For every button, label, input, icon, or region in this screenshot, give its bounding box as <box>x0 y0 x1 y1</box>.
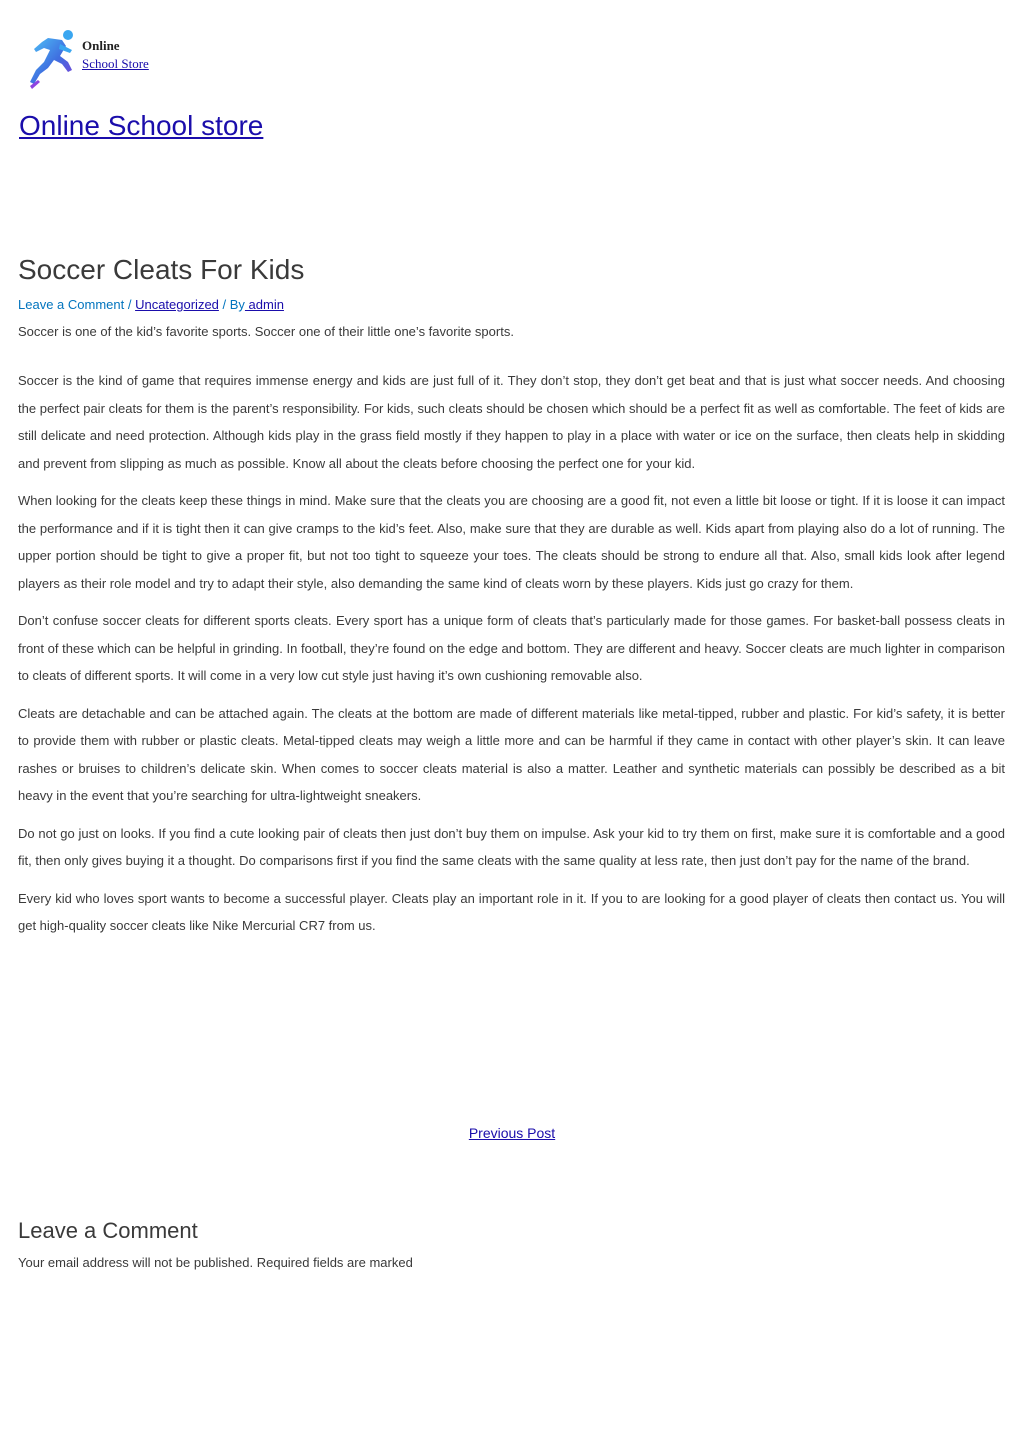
post-navigation <box>0 1124 1024 1142</box>
category-link[interactable]: Uncategorized <box>135 297 219 312</box>
post-paragraph: Soccer is the kind of game that requires immense energy and kids are just full of it. They don’t stop, they don’t get beat and that is just what soccer needs. And choosing the perfect pair cleats for them is the parent’s responsibility. For kids, such cleats should be chosen which should be a perfect fit as well as comfortable. The feet of kids are still delicate and need protection. Although kids play in the grass field mostly if they happen to play in a place with water or ice on the surface, then cleats help in skidding and prevent from slipping as much as possible. Know all about the cleats before choosing the perfect one for your kid. <box>18 373 1005 471</box>
post-paragraph: Do not go just on looks. If you find a cute looking pair of cleats then just don’t buy them on impulse. Ask your kid to try them on first, make sure it is comfortable and a good fit, then only gives buying it a thought. Do comparisons first if you find the same cleats with the same quality at less rate, then just don’t pay for the name of the brand. <box>18 825 1005 868</box>
post-body <box>18 367 1005 950</box>
post-intro: Soccer is one of the kid’s favorite sports. Soccer one of their little one’s favorite sports. <box>18 324 514 339</box>
site-title-link[interactable]: Online School store <box>19 110 264 141</box>
author-link[interactable]: admin <box>244 297 284 312</box>
running-person-icon <box>26 28 78 90</box>
leave-comment-link[interactable]: Leave a Comment <box>18 297 125 312</box>
logo-line-online: Online <box>82 38 120 53</box>
site-logo[interactable] <box>26 28 226 92</box>
meta-separator: / <box>124 297 136 312</box>
previous-post-link[interactable]: Previous Post <box>468 1125 556 1141</box>
logo-text <box>82 37 149 73</box>
comment-section-title: Leave a Comment <box>18 1218 198 1243</box>
post-paragraph: When looking for the cleats keep these things in mind. Make sure that the cleats you are choosing are a good fit, not even a little bit loose or tight. If it is loose it can impact the performance and if it is tight then it can give cramps to the kid’s feet. Also, make sure that they are durable as well. Kids apart from playing also do a lot of running. The upper portion should be tight to give a proper fit, but not too tight to squeeze your toes. The cleats should be strong to endure all that. Also, small kids look after legend players as their role model and try to adapt their style, also demanding the same kind of cleats worn by these players. Kids just go crazy for them. <box>18 493 1005 591</box>
post-meta <box>18 296 284 314</box>
logo-line-school-store[interactable]: School Store <box>82 56 149 71</box>
post-paragraph: Don’t confuse soccer cleats for different sports cleats. Every sport has a unique form of cleats that’s particularly made for those games. For basket-ball possess cleats in front of these which can be helpful in grinding. In football, they’re found on the edge and bottom. They are different and heavy. Soccer cleats are much lighter in comparison to cleats of different sports. It will come in a very low cut style just having it’s own cushioning removable also. <box>18 613 1005 683</box>
meta-by-label: / By <box>218 297 245 312</box>
post-paragraph: Cleats are detachable and can be attached again. The cleats at the bottom are made of different materials like metal-tipped, rubber and plastic. For kid’s safety, it is better to provide them with rubber or plastic cleats. Metal-tipped cleats may weigh a little more and can be harmful if they came in contact with other player’s skin. It can leave rashes or bruises to children’s delicate skin. When comes to soccer cleats material is also a matter. Leather and synthetic materials can possibly be described as a bit heavy in the event that you’re searching for ultra-lightweight sneakers. <box>18 705 1005 803</box>
comment-notes: Your email address will not be published. Required fields are marked <box>18 1255 413 1270</box>
post-title: Soccer Cleats For Kids <box>18 254 305 285</box>
post-paragraph: Every kid who loves sport wants to become a successful player. Cleats play an important role in it. If you to are looking for a good player of cleats then contact us. You will get high-quality soccer cleats like Nike Mercurial CR7 from us. <box>18 890 1005 933</box>
